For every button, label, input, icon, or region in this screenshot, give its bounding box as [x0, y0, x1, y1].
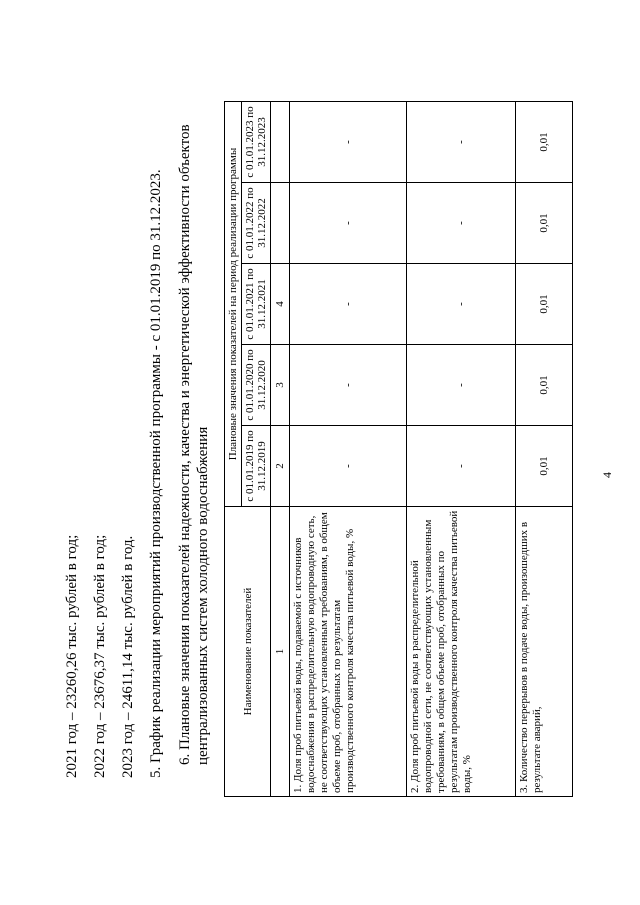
text-line-2021: 2021 год – 23260,26 тыс. рублей в год;: [64, 534, 80, 778]
col-number: [271, 102, 290, 183]
col-name-header: Наименование показателей: [225, 507, 271, 797]
col-number: [271, 183, 290, 264]
table-row: [407, 102, 516, 797]
group-header: Плановые значения показателей на период реализации программы: [225, 102, 242, 507]
row-value: -: [407, 264, 516, 345]
row-name: 2. Доля проб питьевой воды в распределительной водопроводной сети, не соответствующих установленным требованиям, в общем объеме проб, отобранных по результатам производственного контроля качества питьевой воды, %: [407, 507, 516, 797]
row-value: -: [407, 102, 516, 183]
row-value: -: [407, 426, 516, 507]
row-value: -: [290, 426, 407, 507]
text-line-2022: 2022 год – 23676,37 тыс. рублей в год;: [92, 534, 108, 778]
period-header: с 01.01.2022 по 31.12.2022: [242, 183, 271, 264]
col-number: 1: [271, 507, 290, 797]
col-number: 2: [271, 426, 290, 507]
row-value: -: [290, 183, 407, 264]
section-6-text: 6. Плановые значения показателей надежности, качества и энергетической эффективности объектов централизованных систем холодного водоснабжения: [177, 124, 211, 765]
row-value: -: [290, 345, 407, 426]
period-header: с 01.01.2021 по 31.12.2021: [242, 264, 271, 345]
row-value: -: [407, 183, 516, 264]
table-row: [516, 102, 573, 797]
period-header: с 01.01.2019 по 31.12.2019: [242, 426, 271, 507]
indicators-table: [224, 101, 573, 797]
row-value: -: [290, 102, 407, 183]
col-number: 3: [271, 345, 290, 426]
section-5-text: 5. График реализации мероприятий производственной программы - с 01.01.2019 по 31.12.2023.: [148, 169, 164, 778]
period-header: с 01.01.2023 по 31.12.2023: [242, 102, 271, 183]
col-number: 4: [271, 264, 290, 345]
row-value: 0,01: [516, 102, 573, 183]
row-value: 0,01: [516, 183, 573, 264]
row-name: 3. Количество перерывов в подаче воды, произошедших в результате аварий,: [516, 507, 573, 797]
row-value: 0,01: [516, 426, 573, 507]
table-row: [290, 102, 407, 797]
period-header: с 01.01.2020 по 31.12.2020: [242, 345, 271, 426]
row-value: 0,01: [516, 345, 573, 426]
row-value: -: [407, 345, 516, 426]
text-line-2023: 2023 год – 24611,14 тыс. рублей в год.: [120, 535, 136, 778]
row-value: -: [290, 264, 407, 345]
page-number: 4: [600, 472, 614, 478]
row-value: 0,01: [516, 264, 573, 345]
row-name: 1. Доля проб питьевой воды, подаваемой с источников водоснабжения в распределительную водопроводную сеть, не соответствующих установленным требованиям, в общем объеме проб, отобранных по результатам производственного контроля качества питьевой воды, %: [290, 507, 407, 797]
